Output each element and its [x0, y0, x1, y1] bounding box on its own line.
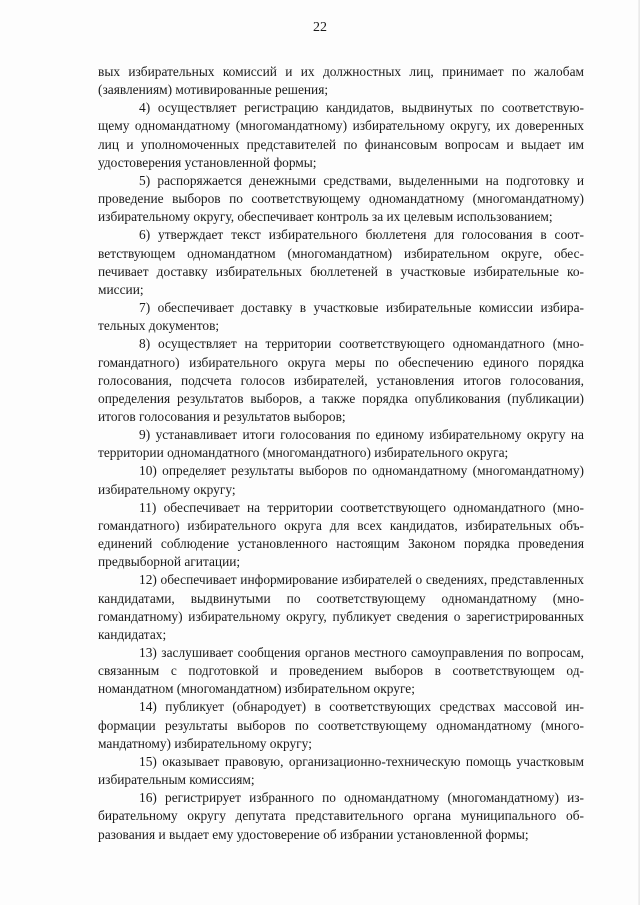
list-item-12: 12) обеспечивает информирование избирателей о сведениях, представленных кандидатами, выдвинутыми по соответствующему одномандатному (многомандатному) избирательному округу, публикует сведения о зарегистрированных кандидатах;	[98, 572, 584, 642]
page-number: 22	[313, 20, 327, 35]
list-item-13: 13) заслушивает сообщения органов местного самоуправления по вопросам, связанным с подготовкой и проведением выборов в соответствующем одномандатном (многомандатном) избирательном округе;	[98, 645, 584, 697]
paragraph-continuation: вых избирательных комиссий и их должностных лиц, принимает по жалобам (заявлениям) мотивированные решения;	[98, 64, 584, 98]
list-item-9: 9) устанавливает итоги голосования по единому избирательному округу на территории одномандатного (многомандатного) избирательного округа;	[98, 427, 584, 461]
list-item-8: 8) осуществляет на территории соответствующего одномандатного (многомандатного) избирательного округа меры по обеспечению единого порядка голосования, подсчета голосов избирателей, установления итогов голосования, определения результатов выборов, а также порядка опубликования (публикации) итогов голосования и результатов выборов;	[98, 336, 584, 424]
list-item-14: 14) публикует (обнародует) в соответствующих средствах массовой информации результаты выборов по соответствующему одномандатному (многомандатному) избирательному округу;	[98, 699, 584, 751]
list-item-6: 6) утверждает текст избирательного бюллетеня для голосования в соответствующем одномандатном (многомандатном) избирательном округе, обеспечивает доставку избирательных бюллетеней в участковые избирательные комиссии;	[98, 227, 584, 297]
list-item-11: 11) обеспечивает на территории соответствующего одномандатного (многомандатного) избирательного округа для всех кандидатов, избирательных объединений соблюдение установленного настоящим Законом порядка проведения предвыборной агитации;	[98, 499, 584, 570]
list-item-5: 5) распоряжается денежными средствами, выделенными на подготовку и проведение выборов по соответствующему одномандатному (многомандатному) избирательному округу, обеспечивает контроль за их целевым использованием;	[98, 172, 584, 225]
list-item-16: 16) регистрирует избранного по одномандатному (многомандатному) избирательному округу депутата представительного органа муниципального образования и выдает ему удостоверение об избрании установленной формы;	[98, 790, 584, 842]
list-item-4: 4) осуществляет регистрацию кандидатов, выдвинутых по соответствующему одномандатному (многомандатному) избирательному округу, их доверенных лиц и уполномоченных представителей по финансовым вопросам и выдает им удостоверения установленной формы;	[98, 100, 584, 170]
list-item-10: 10) определяет результаты выборов по одномандатному (многомандатному) избирательному округу;	[98, 463, 584, 497]
document-body	[98, 63, 584, 844]
list-item-15: 15) оказывает правовую, организационно-техническую помощь участковым избирательным комиссиям;	[98, 753, 584, 788]
list-item-7: 7) обеспечивает доставку в участковые избирательные комиссии избирательных документов;	[98, 300, 584, 334]
